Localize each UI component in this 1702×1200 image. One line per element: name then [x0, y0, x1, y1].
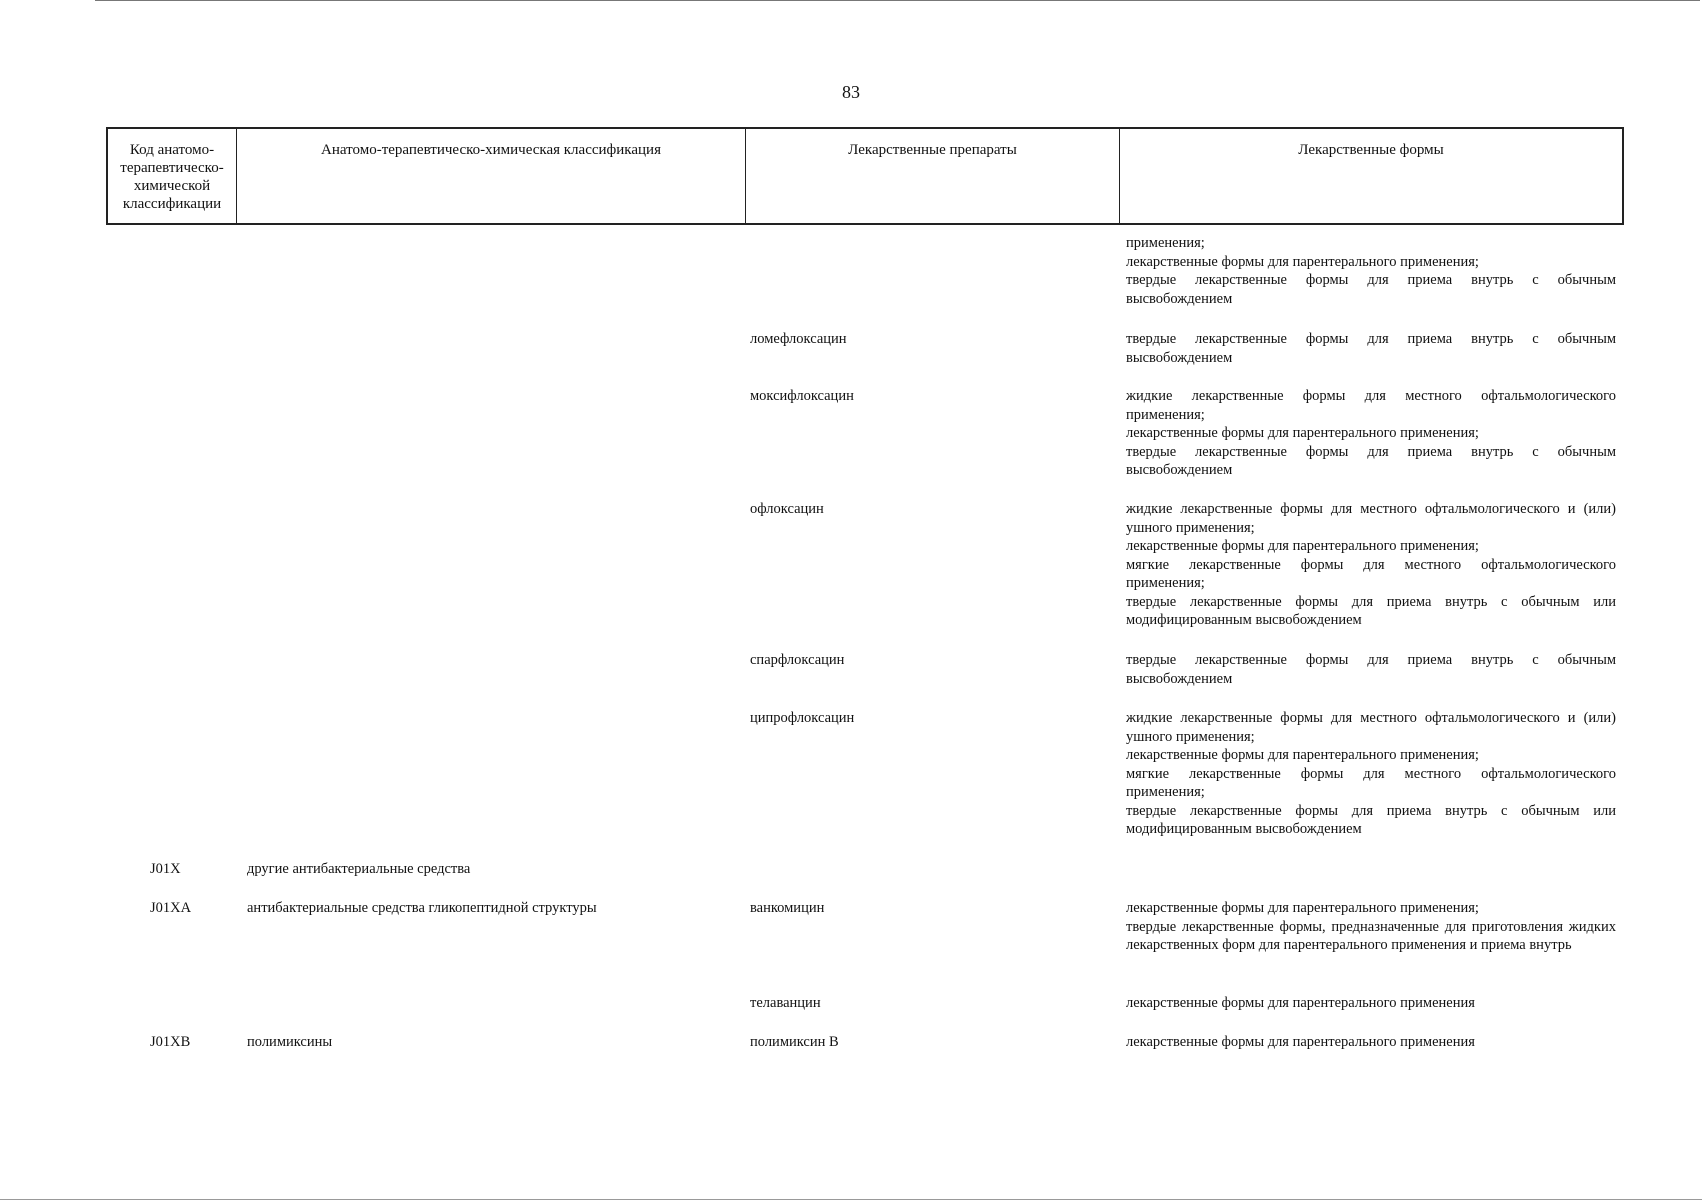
row-code: J01XA — [150, 900, 192, 916]
row-forms — [1126, 387, 1616, 480]
row-forms — [1126, 500, 1616, 630]
page-number: 83 — [842, 82, 860, 102]
row-drug: ванкомицин — [750, 900, 825, 916]
header-forms: Лекарственные формы — [1298, 142, 1444, 158]
form-entry: твердые лекарственные формы для приема внутрь с обычным высвобождением — [1126, 652, 1616, 687]
form-entry: лекарственные формы для парентерального применения; — [1126, 253, 1479, 270]
row-classification: антибактериальные средства гликопептидной структуры — [247, 900, 597, 916]
form-entry: применения; — [1126, 235, 1205, 251]
form-entry: твердые лекарственные формы для приема внутрь с обычным высвобождением — [1126, 331, 1616, 366]
form-entry: мягкие лекарственные формы для местного офтальмологического применения; — [1126, 765, 1616, 800]
row-drug: ломефлоксацин — [750, 331, 847, 347]
form-entry: твердые лекарственные формы для приема внутрь с обычным высвобождением — [1126, 443, 1616, 478]
row-drug: офлоксацин — [750, 501, 824, 517]
form-entry: мягкие лекарственные формы для местного офтальмологического применения; — [1126, 556, 1616, 591]
form-entry: твердые лекарственные формы для приема внутрь с обычным или модифицированным высвобождением — [1126, 593, 1616, 628]
row-forms — [1126, 1033, 1616, 1052]
form-entry: лекарственные формы для парентерального применения — [1126, 995, 1475, 1011]
row-drug: ципрофлоксацин — [750, 710, 855, 726]
row-drug: полимиксин B — [750, 1034, 839, 1050]
row-forms — [1126, 651, 1616, 688]
row-code: J01X — [150, 861, 181, 877]
row-drug: спарфлоксацин — [750, 652, 845, 668]
form-entry: жидкие лекарственные формы для местного офтальмологического применения; — [1126, 388, 1616, 423]
row-forms — [1126, 709, 1616, 839]
table-header — [106, 127, 1624, 225]
header-classification: Анатомо-терапевтическо-химическая классификация — [237, 129, 746, 223]
row-classification: полимиксины — [247, 1034, 333, 1050]
row-forms — [1126, 234, 1616, 308]
header-code: Код анатомо-терапевтическо-химической классификации — [108, 129, 237, 223]
header-drugs: Лекарственные препараты — [746, 129, 1120, 223]
row-forms — [1126, 330, 1616, 367]
row-drug: моксифлоксацин — [750, 388, 854, 404]
row-forms — [1126, 899, 1616, 955]
row-classification: другие антибактериальные средства — [247, 861, 471, 877]
row-code: J01XB — [150, 1034, 191, 1050]
form-entry: лекарственные формы для парентерального применения; — [1126, 425, 1479, 441]
scan-top-rule — [95, 0, 1700, 1]
form-entry: твердые лекарственные формы для приема внутрь с обычным или модифицированным высвобождением — [1126, 802, 1616, 837]
form-entry: жидкие лекарственные формы для местного офтальмологического и (или) ушного применения; — [1126, 710, 1616, 745]
form-entry: лекарственные формы для парентерального применения; — [1126, 747, 1479, 763]
form-entry: твердые лекарственные формы для приема внутрь с обычным высвобождением — [1126, 272, 1616, 307]
form-entry: жидкие лекарственные формы для местного офтальмологического и (или) ушного применения; — [1126, 501, 1616, 536]
form-entry: лекарственные формы для парентерального применения; — [1126, 538, 1479, 554]
row-forms — [1126, 994, 1616, 1013]
row-drug: телаванцин — [750, 995, 821, 1011]
form-entry: лекарственные формы для парентерального применения; — [1126, 900, 1479, 916]
form-entry: твердые лекарственные формы, предназначенные для приготовления жидких лекарственных форм для парентерального применения и приема внутрь — [1126, 918, 1616, 953]
form-entry: лекарственные формы для парентерального применения — [1126, 1034, 1475, 1050]
